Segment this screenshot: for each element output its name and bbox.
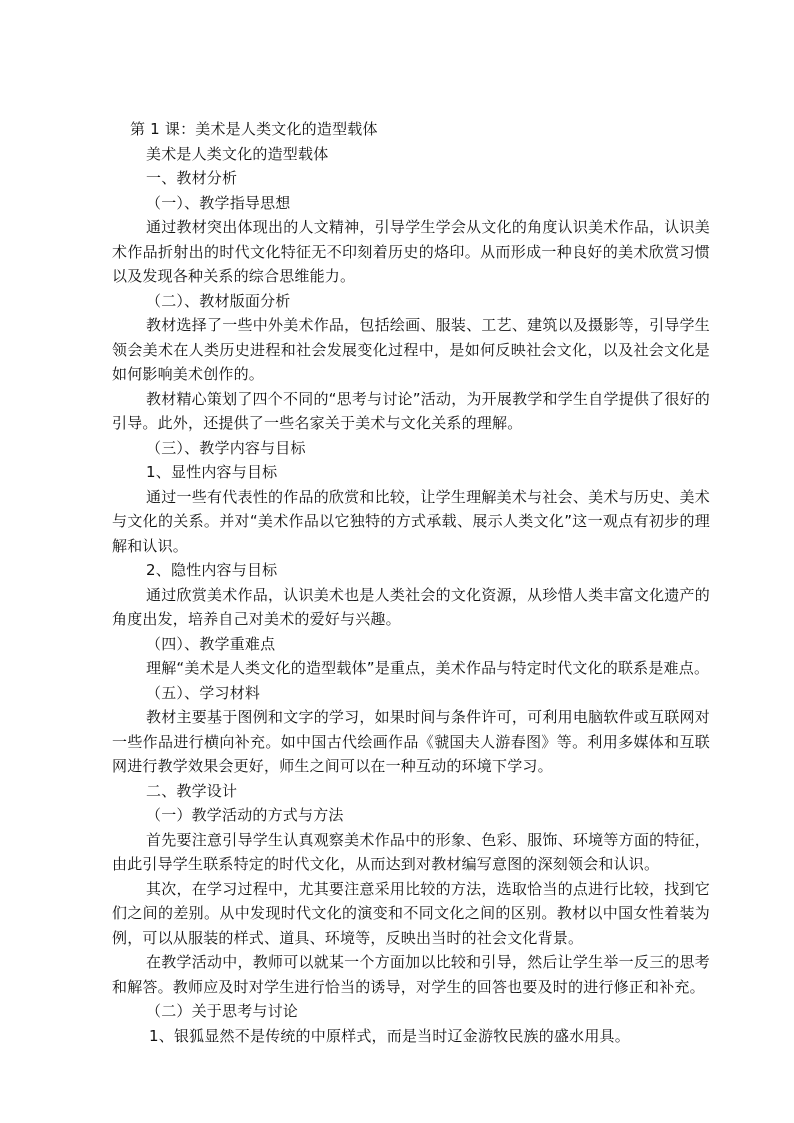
subsection-heading: （三）、教学内容与目标 — [146, 438, 306, 457]
paragraph: 在教学活动中，教师可以就某一个方面加以比较和引导，然后让学生举一反三的思考和解答。教师应及时对学生进行恰当的诱导，对学生的回答也要及时的进行修正和补充。 — [112, 953, 710, 996]
section-heading: 一、教材分析 — [146, 169, 238, 187]
paragraph: 教材选择了一些中外美术作品，包括绘画、服装、工艺、建筑以及摄影等，引导学生领会美术在人类历史进程和社会发展变化过程中，是如何反映社会文化，以及社会文化是如何影响美术创作的。 — [112, 316, 710, 383]
document-body — [112, 117, 710, 1048]
subsection-heading: （四）、教学重难点 — [146, 634, 276, 653]
lesson-title: 第 1 课：美术是人类文化的造型载体 — [130, 120, 378, 138]
lesson-subtitle: 美术是人类文化的造型载体 — [146, 144, 329, 163]
subsection-heading: （二）关于思考与讨论 — [146, 1002, 299, 1020]
subsubsection-heading: 1、显性内容与目标 — [146, 463, 278, 481]
paragraph: 首先要注意引导学生认真观察美术作品中的形象、色彩、服饰、环境等方面的特征，由此引导学生联系特定的时代文化，从而达到对教材编写意图的深刻领会和认识。 — [112, 830, 710, 873]
subsection-heading: （一）、教学指导思想 — [146, 193, 291, 212]
paragraph: 通过教材突出体现出的人文精神，引导学生学会从文化的角度认识美术作品，认识美术作品折射出的时代文化特征无不印刻着历史的烙印。从而形成一种良好的美术欣赏习惯以及发现各种关系的综合思维能力。 — [112, 218, 710, 285]
paragraph: 教材主要基于图例和文字的学习，如果时间与条件许可，可利用电脑软件或互联网对一些作品进行横向补充。如中国古代绘画作品《虢国夫人游春图》等。利用多媒体和互联网进行教学效果会更好，师生之间可以在一种互动的环境下学习。 — [112, 708, 710, 775]
subsection-heading: （一）教学活动的方式与方法 — [146, 806, 344, 824]
subsection-heading: （五）、学习材料 — [146, 683, 261, 702]
paragraph: 理解“美术是人类文化的造型载体”是重点，美术作品与特定时代文化的联系是难点。 — [146, 659, 710, 677]
list-item: 1、银狐显然不是传统的中原样式，而是当时辽金游牧民族的盛水用具。 — [149, 1026, 630, 1045]
paragraph: 通过一些有代表性的作品的欣赏和比较，让学生理解美术与社会、美术与历史、美术与文化的关系。并对“美术作品以它独特的方式承载、展示人类文化”这一观点有初步的理解和认识。 — [112, 487, 710, 555]
subsection-heading: （二）、教材版面分析 — [146, 291, 291, 310]
paragraph: 通过欣赏美术作品，认识美术也是人类社会的文化资源，从珍惜人类丰富文化遗产的角度出发，培养自己对美术的爱好与兴趣。 — [112, 585, 710, 628]
paragraph: 其次，在学习过程中，尤其要注意采用比较的方法，选取恰当的点进行比较，找到它们之间的差别。从中发现时代文化的演变和不同文化之间的区别。教材以中国女性着装为例，可以从服装的样式、道具、环境等，反映出当时的社会文化背景。 — [112, 879, 710, 947]
section-heading: 二、教学设计 — [146, 781, 238, 800]
subsubsection-heading: 2、隐性内容与目标 — [146, 561, 278, 579]
paragraph: 教材精心策划了四个不同的“思考与讨论”活动，为开展教学和学生自学提供了很好的引导。此外，还提供了一些名家关于美术与文化关系的理解。 — [112, 389, 710, 432]
